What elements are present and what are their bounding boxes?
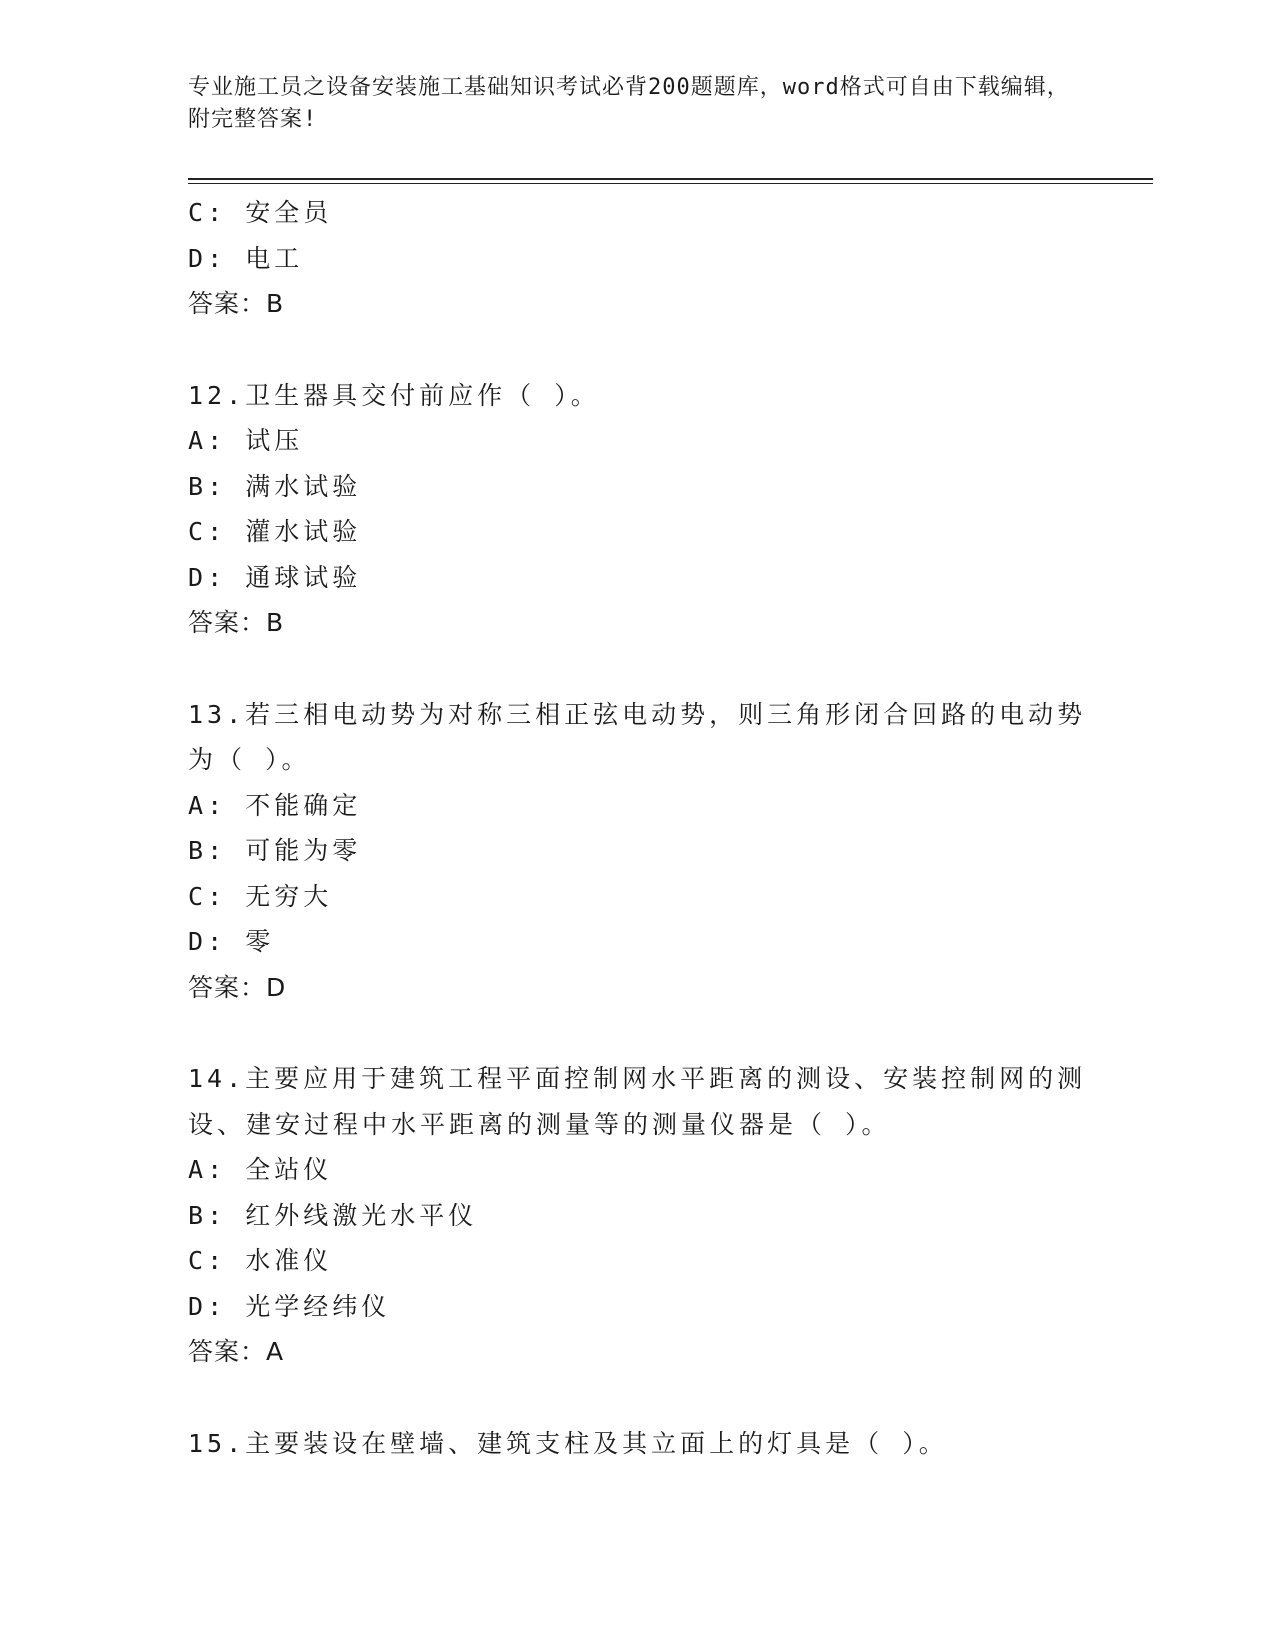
option-text: 光学经纬仪 [245,1291,391,1321]
option-separator: : [207,1155,227,1184]
option-line [188,555,1088,601]
question-line: 主要应用于建筑工程平面控制网水平距离的测设、安装控制网的测 [245,1064,1087,1093]
option-label: D [188,562,208,592]
option-text: 不能确定 [245,790,362,820]
option-label: A [188,790,208,820]
question-12 [188,373,1088,646]
option-line [188,783,1088,829]
option-line [188,919,1088,965]
option-line [188,464,1088,510]
option-separator: : [207,881,227,911]
option-text: 灌水试验 [245,517,362,546]
option-text: 通球试验 [245,562,362,592]
option-separator: : [207,426,227,455]
question-line: 主要装设在壁墙、建筑支柱及其立面上的灯具是（ ）。 [245,1428,948,1458]
option-line [188,509,1088,555]
question-text [188,1421,1088,1467]
option-line [188,418,1088,464]
question-text-continued: 为（ ）。 [188,745,311,774]
question-text [188,692,1088,738]
option-label: D [188,243,208,273]
option-label: B [188,836,208,865]
option-separator: : [207,836,227,865]
question-line: 若三相电动势为对称三相正弦电动势，则三角形闭合回路的电动势 [245,699,1087,729]
option-text: 水准仪 [245,1246,333,1275]
answer-line: 答案：B [188,608,285,637]
option-text: 试压 [245,426,304,455]
option-text: 满水试验 [245,471,362,501]
option-separator: : [207,1291,227,1321]
answer-line: 答案：B [188,289,285,318]
question-text [188,1056,1088,1102]
option-separator: : [207,1246,227,1275]
option-separator: : [207,1200,227,1230]
option-label: C [188,198,208,227]
option-text: 无穷大 [245,881,333,911]
option-separator: : [207,471,227,501]
spacer [188,1010,1088,1056]
option-label: C [188,1246,208,1275]
option-label: D [188,1291,208,1321]
document-body [188,190,1088,1466]
option-text: 零 [245,927,275,956]
option-separator: : [207,562,227,592]
option-line [188,1284,1088,1330]
option-line [188,828,1088,874]
question-14 [188,1056,1088,1375]
option-line [188,236,1088,282]
question-number: 12. [188,380,246,410]
option-text: 电工 [245,243,304,273]
option-separator: : [207,517,227,546]
partial-question [188,190,1088,327]
option-separator: : [207,927,227,956]
question-number: 14. [188,1064,246,1093]
option-label: B [188,471,208,501]
option-text: 可能为零 [245,836,362,865]
option-line [188,1147,1088,1193]
page-header: 专业施工员之设备安装施工基础知识考试必背200题题库，word格式可自由下载编辑，附完整答案! [188,75,1070,132]
spacer [188,646,1088,692]
option-separator: : [207,198,227,227]
header-rule-thick [188,178,1153,180]
option-label: B [188,1200,208,1230]
option-separator: : [207,243,227,273]
spacer [188,327,1088,373]
question-number: 15. [188,1428,246,1458]
option-text: 全站仪 [245,1155,333,1184]
option-label: C [188,881,208,911]
option-label: A [188,426,208,455]
option-line [188,1193,1088,1239]
question-line: 卫生器具交付前应作（ ）。 [245,380,600,410]
answer-line: 答案：D [188,972,287,1002]
question-text-continued: 设、建安过程中水平距离的测量等的测量仪器是（ ）。 [188,1109,891,1139]
question-text [188,373,1088,419]
option-label: D [188,927,208,956]
question-15 [188,1421,1088,1467]
option-text: 红外线激光水平仪 [245,1200,478,1230]
option-line [188,1238,1088,1284]
answer-line: 答案：A [188,1337,285,1366]
spacer [188,1375,1088,1421]
option-label: C [188,517,208,546]
header-rule-thin [188,183,1153,184]
option-line [188,190,1088,236]
question-number: 13. [188,699,246,729]
question-13 [188,692,1088,1011]
option-text: 安全员 [245,198,333,227]
option-separator: : [207,790,227,820]
option-line [188,874,1088,920]
option-label: A [188,1155,208,1184]
